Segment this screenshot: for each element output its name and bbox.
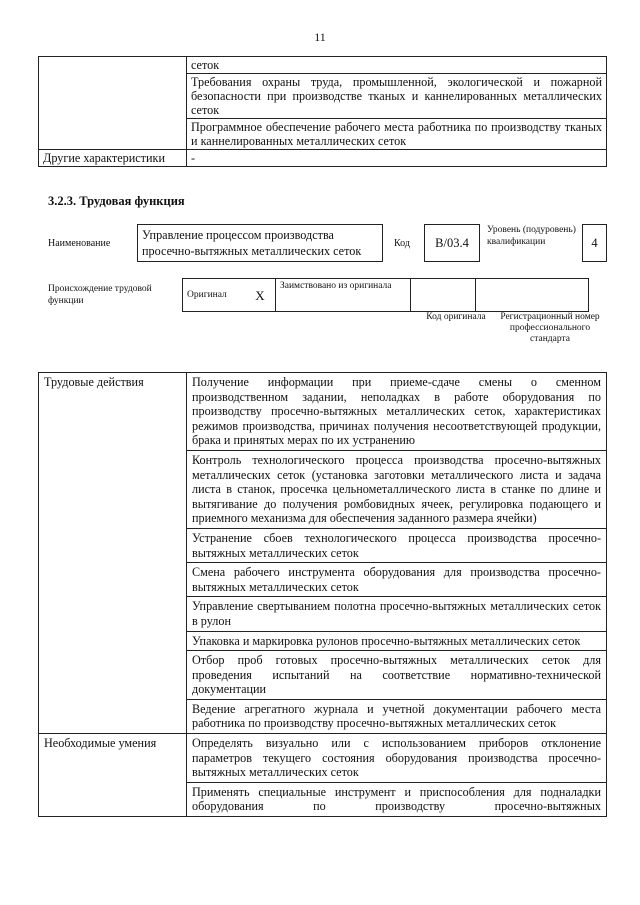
table-item: Контроль технологического процесса производства просечно-вытяжных металлических сеток (установка заготовки металлического листа и задача листа в станок, просечка цельнометаллического листа в станке по длине и вытягивание до получения ромбовидных ячеек, регулировка подающего и приемного механизма для обеспечения заданного размера ячейки) xyxy=(187,450,607,528)
section-heading: 3.2.3. Трудовая функция xyxy=(48,194,185,208)
table-item: Управление свертыванием полотна просечно-вытяжных металлических сеток в рулон xyxy=(187,597,607,631)
level-value-box: 4 xyxy=(582,224,607,262)
original-code-cell xyxy=(411,279,476,312)
table-item: Смена рабочего инструмента оборудования для производства просечно-вытяжных металлических сеток xyxy=(187,563,607,597)
table-item: Отбор проб готовых просечно-вытяжных металлических сеток для проведения испытаний на соответствие нормативно-технической документации xyxy=(187,651,607,700)
original-mark: X xyxy=(245,279,276,312)
original-label: Оригинал xyxy=(183,279,246,312)
reg-caption: Регистрационный номер профессионального стандарта xyxy=(500,312,600,344)
code-caption: Код оригинала xyxy=(426,312,486,322)
table-item: сеток xyxy=(187,57,607,74)
table-label-cell: Необходимые умения xyxy=(39,734,187,817)
table-label-cell: Трудовые действия xyxy=(39,373,187,734)
name-label: Наименование xyxy=(48,238,111,249)
table-item: Ведение агрегатного журнала и учетной документации рабочего места работника по производству просечно-вытяжных металлических сеток xyxy=(187,699,607,733)
table-label-cell xyxy=(39,57,187,150)
reg-number-cell xyxy=(476,279,589,312)
table-item: Получение информации при приеме-сдаче смены о сменном производственном задании, неполадках в работе оборудования по производству просечно-вытяжных металлических сеток, характеристиках режимов производства, причинах получения несоответствующей продукции, брака и принятых мерах по их устранению xyxy=(187,373,607,451)
table-item: Требования охраны труда, промышленной, экологической и пожарной безопасности при производстве тканых и каннелированных металлических сеток xyxy=(187,74,607,119)
code-label: Код xyxy=(394,238,410,249)
level-label: Уровень (подуровень) квалификации xyxy=(487,225,576,247)
table-item: - xyxy=(187,150,607,167)
top-characteristics-table xyxy=(38,56,607,167)
table-item: Программное обеспечение рабочего места работника по производству тканых и каннелированных металлических сеток xyxy=(187,119,607,150)
page-number: 11 xyxy=(314,30,326,44)
origin-label: Происхождение трудовой функции xyxy=(48,284,152,306)
function-code-box: B/03.4 xyxy=(424,224,480,262)
table-label-cell: Другие характеристики xyxy=(39,150,187,167)
table-item: Применять специальные инструмент и приспособления для подналадки оборудования по производству просечно-вытяжных xyxy=(187,782,607,816)
origin-table xyxy=(182,278,589,312)
table-item: Упаковка и маркировка рулонов просечно-вытяжных металлических сеток xyxy=(187,631,607,651)
table-item: Устранение сбоев технологического процесса производства просечно-вытяжных металлических сеток xyxy=(187,528,607,562)
table-item: Определять визуально или с использованием приборов отклонение параметров текущего состояния оборудования производства просечно-вытяжных металлических сеток xyxy=(187,734,607,783)
labor-function-table xyxy=(38,372,607,817)
borrowed-label: Заимствовано из оригинала xyxy=(276,279,411,312)
function-name-box: Управление процессом производства просечно-вытяжных металлических сеток xyxy=(137,224,383,262)
